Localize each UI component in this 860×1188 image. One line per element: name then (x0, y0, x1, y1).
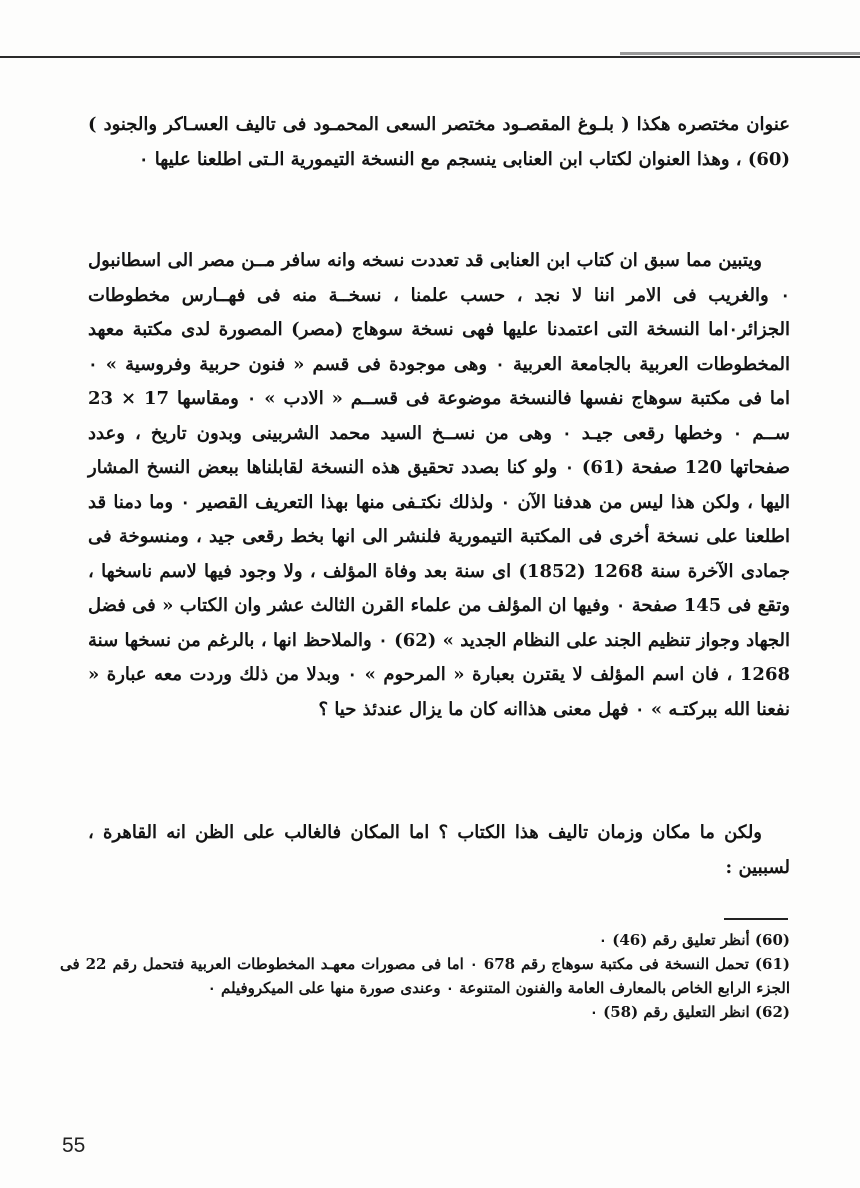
header-rule (0, 56, 860, 58)
paragraph-title-of-abridgement: عنوان مختصره هكذا ( بلـوغ المقصـود مختصر السعى المحمـود فى تاليف العسـاكر والجنود ) (60) ، وهذا العنوان لكتاب ابن العنابى ينسجم مع النسخة التيمورية الـتى اطلعنا عليها ٠ (88, 114, 790, 170)
paragraph-manuscript-copies (88, 244, 790, 727)
footnote-62: (62) انظر التعليق رقم (58) ٠ (589, 1003, 790, 1021)
paragraph-manuscript-copies-text: ويتبين مما سبق ان كتاب ابن العنابى قد تعددت نسخه وانه سافر مــن مصر الى اسطانبول ٠ والغريب فى الامر اننا لا نجد ، حسب علمنا ، نسخــة منه فى فهــارس مخطوطات الجزائر٠اما النسخة التى اعتمدنا عليها فهى نسخة سوهاج (مصر) المصورة لدى مكتبة معهد المخطوطات العربية بالجامعة العربية ٠ وهى موجودة فى قسم « فنون حربية وفروسية » ٠ اما فى مكتبة سوهاج نفسها فالنسخة موضوعة فى قســم « الادب » ٠ ومقاسها 17 × 23 ســم ٠ وخطها رقعى جيـد ٠ وهى من نســخ السيد محمد الشربينى وبدون تاريخ ، وعدد صفحاتها 120 صفحة (61) ٠ ولو كنا بصدد تحقيق هذه النسخة لقابلناها ببعض النسخ المشار اليها ، ولكن هذا ليس من هدفنا الآن ٠ ولذلك نكتـفى منها بهذا التعريف القصير ٠ وما دمنا قد اطلعنا على نسخة أخرى فى المكتبة التيمورية فلنشر الى انها بخط رقعى جيد ، ومنسوخة فى جمادى الآخرة سنة 1268 (1852) اى سنة بعد وفاة المؤلف ، ولا وجود فيها لاسم ناسخها ، وتقع فى 145 صفحة ٠ وفيها ان المؤلف من علماء القرن الثالث عشر وان الكتاب « فى فضل الجهاد وجواز تنظيم الجند على النظام الجديد » (62) ٠ والملاحظ انها ، بالرغم من نسخها سنة 1268 ، فان اسم المؤلف لا يقترن بعبارة « المرحوم » ٠ وبدلا من ذلك وردت معه عبارة « نفعنا الله ببركتـه » ٠ فهل معنى هذاانه كان ما يزال عندئذ حيا ؟ (88, 250, 791, 720)
footnote-separator (724, 918, 788, 920)
page-number: 55 (62, 1134, 86, 1157)
footnotes (60, 928, 790, 1024)
header-rule-shadow (620, 52, 860, 55)
paragraph-place-and-time (88, 816, 790, 885)
footnote-60: (60) أنظر تعليق رقم (46) ٠ (598, 931, 790, 949)
paragraph-place-and-time-text: ولكن ما مكان وزمان تاليف هذا الكتاب ؟ اما المكان فالغالب على الظن انه القاهرة ، لسببين : (88, 822, 790, 878)
footnote-61: (61) تحمل النسخة فى مكتبة سوهاج رقم 678 ٠ اما فى مصورات معهـد المخطوطات العربية فتحمل رقم 22 فى الجزء الرابع الخاص بالمعارف العامة والفنون المتنوعة ٠ وعندى صورة منها على الميكروفيلم ٠ (60, 955, 790, 997)
